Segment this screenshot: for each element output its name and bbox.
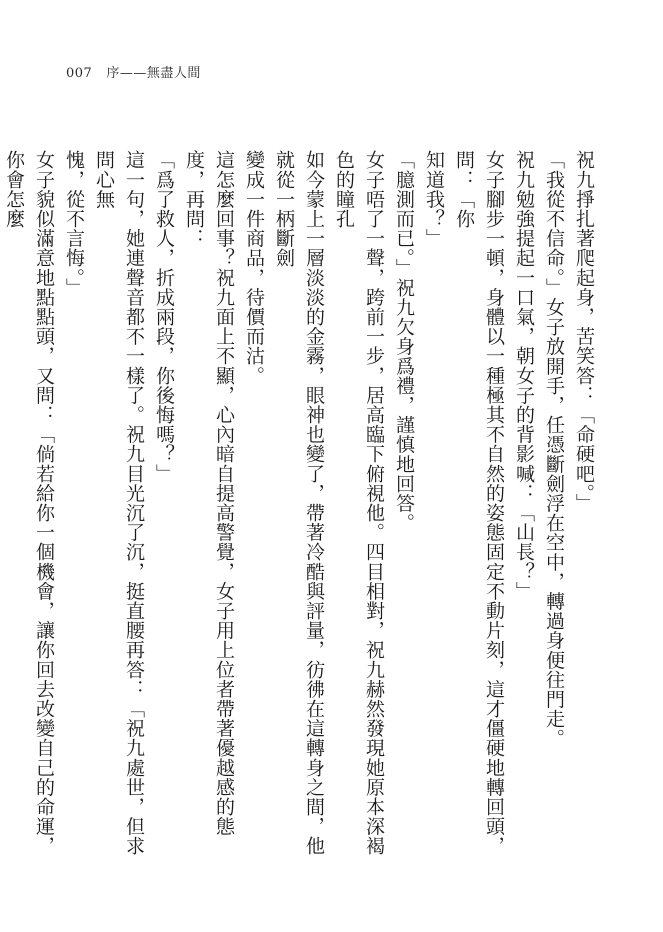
text-line: 祝九勉強提起一口氣，朝女子的背影喊：「山長？」 <box>513 150 535 601</box>
text-line: 變成一件商品，待價而沽。 <box>243 150 265 386</box>
text-line: 愧，從不言悔。」 <box>63 150 85 298</box>
chapter-title: 序——無盡人間 <box>106 66 201 81</box>
text-line: 「我從不信命。」女子放開手，任憑斷劍浮在空中，轉過身便往門走。 <box>543 150 565 749</box>
text-line: 「爲了救人，折成兩段，你後悔嗎？」 <box>153 150 175 484</box>
text-line: 女子唔了一聲，跨前一步，居高臨下俯視他。四目相對，祝九赫然發現她原本深褐色的瞳孔 <box>333 150 385 856</box>
text-line: 祝九掙扎著爬起身，苦笑答：「命硬吧。」 <box>573 150 595 513</box>
text-line: 「臆測而已。」祝九欠身爲禮，謹慎地回答。 <box>393 150 415 533</box>
page-number: 007 <box>66 66 93 81</box>
running-header <box>66 62 201 81</box>
text-line: 女子腳步一頓，身體以一種極其不自然的姿態固定不動片刻，這才僵硬地轉回頭，問：「你 <box>453 150 505 856</box>
text-line: 這一句，她連聲音都不一樣了。祝九目光沉了沉，挺直腰再答：「祝九處世，但求問心無 <box>93 150 145 856</box>
text-line: 如今蒙上一層淡淡的金霧，眼神也變了，帶著冷酷與評量，彷彿在這轉身之間，他就從一柄斷劍 <box>273 150 325 856</box>
text-line: 這怎麼回事？祝九面上不顯，心內暗自提高警覺，女子用上位者帶著優越感的態度，再問： <box>183 150 235 836</box>
text-line: 女子貌似滿意地點點頭，又問：「倘若給你一個機會，讓你回去改變自己的命運，你會怎麼 <box>3 150 55 856</box>
vertical-body-text <box>3 150 599 865</box>
text-line: 知道我？」 <box>423 150 445 248</box>
